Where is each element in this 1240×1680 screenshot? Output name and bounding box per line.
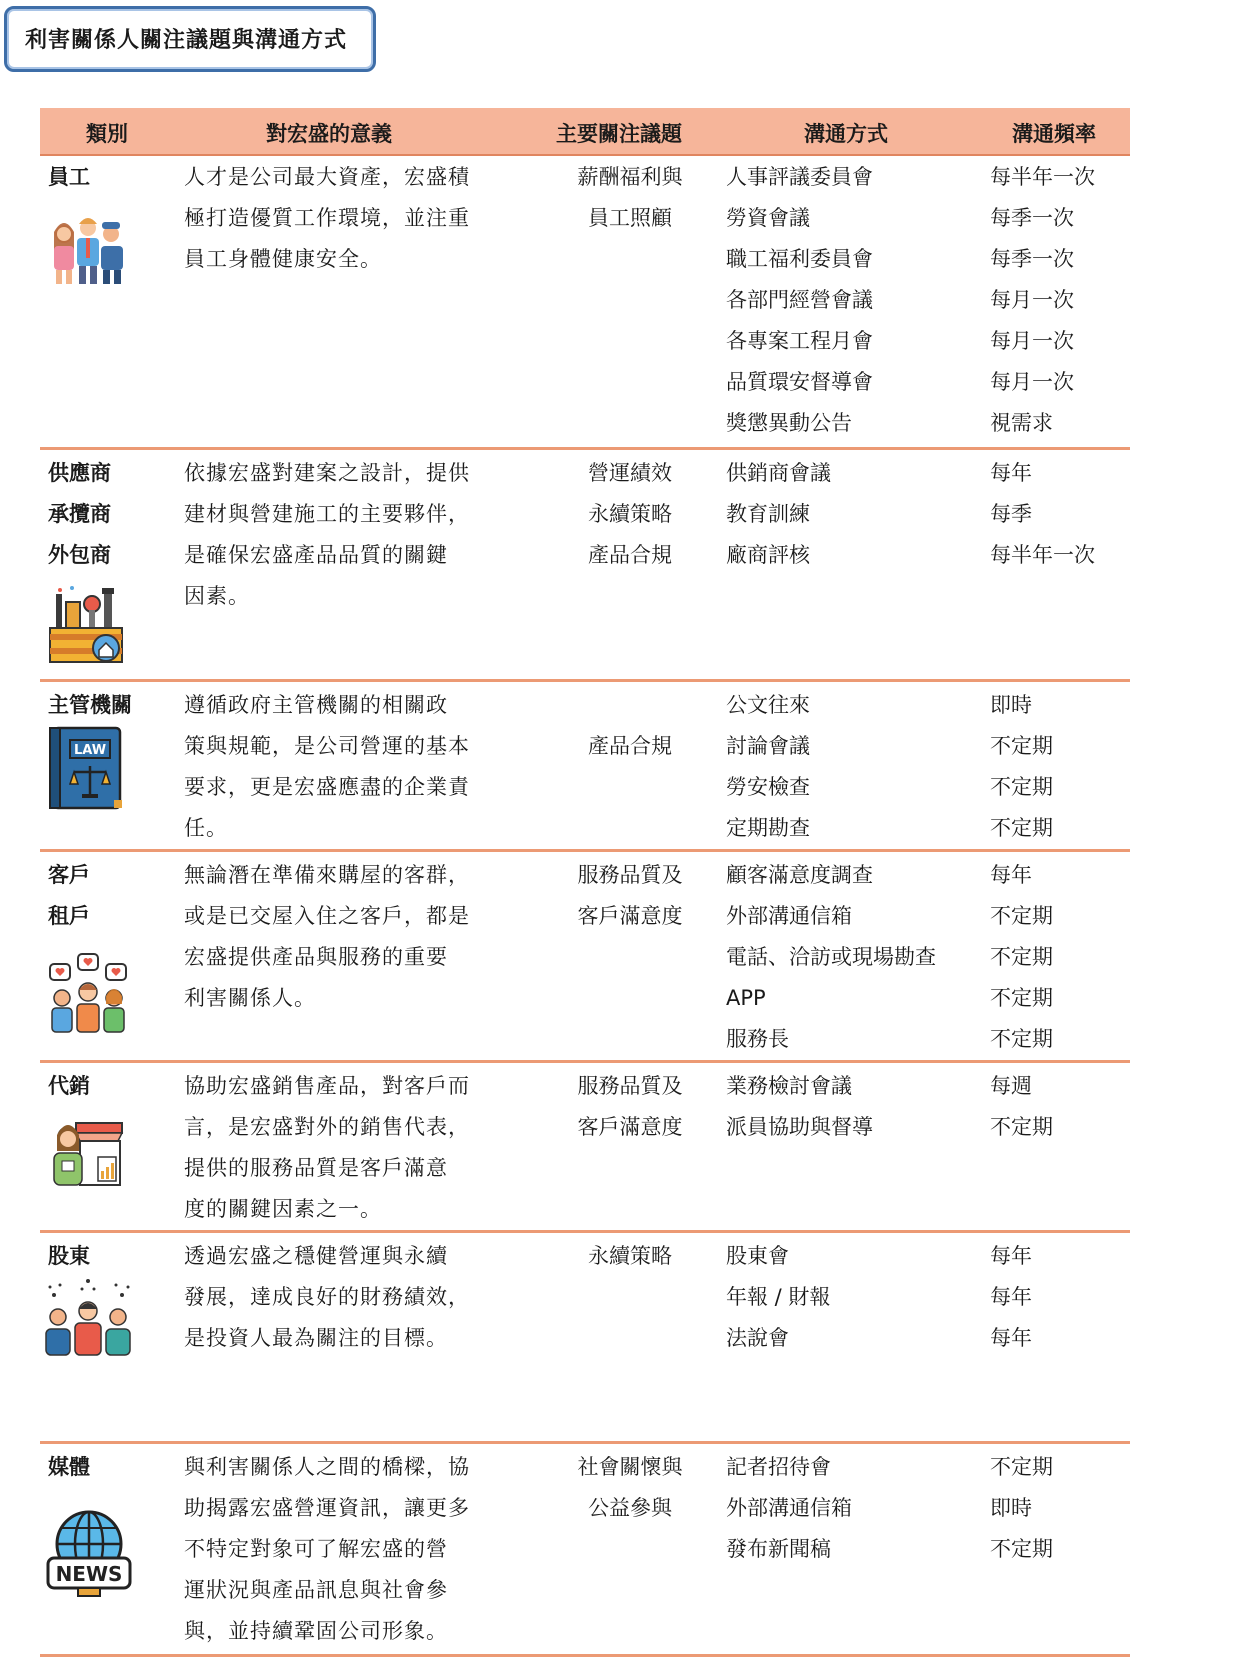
comm-frequency: 不定期 [990,945,1053,969]
comm-method: 教育訓練 [726,502,810,526]
table-row-authorities [40,682,1130,852]
meaning-line: 言，是宏盛對外的銷售代表， [184,1115,470,1139]
comm-method: 職工福利委員會 [726,247,873,271]
meaning-line: 員工身體健康安全。 [184,247,382,271]
header-comm: 溝通方式 [804,122,888,146]
meaning-line: 運狀況與產品訊息與社會參 [184,1578,448,1602]
news-icon-label: NEWS [55,1562,123,1586]
comm-frequency: 不定期 [990,904,1053,928]
table-row-suppliers [40,450,1130,682]
comm-frequency: 每季一次 [990,247,1074,271]
category-label: 主管機關 [48,693,132,717]
comm-frequency: 即時 [990,1496,1032,1520]
comm-frequency: 每月一次 [990,288,1074,312]
comm-method: 外部溝通信箱 [726,1496,852,1520]
issue-line: 客戶滿意度 [577,904,683,928]
comm-frequency: 每半年一次 [990,543,1095,567]
comm-method: 顧客滿意度調查 [726,863,873,887]
category-label: 供應商 [48,461,111,485]
comm-frequency: 不定期 [990,816,1053,840]
meaning-line: 遵循政府主管機關的相關政 [184,693,448,717]
meaning-line: 建材與營建施工的主要夥伴， [184,502,470,526]
comm-frequency: 每年 [990,1285,1032,1309]
comm-frequency: 不定期 [990,1027,1053,1051]
comm-frequency: 每季 [990,502,1032,526]
news-globe-icon [44,1508,134,1602]
category-label: 承攬商 [48,502,111,526]
comm-frequency: 每年 [990,1326,1032,1350]
meaning-line: 或是已交屋入住之客戶，都是 [184,904,470,928]
category-label: 外包商 [48,543,111,567]
comm-frequency: 每季一次 [990,206,1074,230]
comm-frequency: 不定期 [990,734,1053,758]
comm-frequency: 每月一次 [990,370,1074,394]
issue-line: 客戶滿意度 [577,1115,683,1139]
shareholders-icon [44,1277,132,1361]
comm-frequency: 不定期 [990,1115,1053,1139]
issue-line: 產品合規 [588,543,672,567]
comm-method: 各專案工程月會 [726,329,873,353]
comm-method: 各部門經營會議 [726,288,873,312]
comm-method: 勞資會議 [726,206,810,230]
comm-frequency: 不定期 [990,775,1053,799]
comm-method: 獎懲異動公告 [726,411,852,435]
comm-method: 記者招待會 [726,1455,831,1479]
meaning-line: 因素。 [184,584,250,608]
meaning-line: 要求，更是宏盛應盡的企業責 [184,775,470,799]
meaning-line: 不特定對象可了解宏盛的營 [184,1537,448,1561]
comm-frequency: 每年 [990,863,1032,887]
header-meaning: 對宏盛的意義 [266,122,392,146]
issue-line: 公益參與 [588,1496,672,1520]
comm-frequency: 即時 [990,693,1032,717]
comm-method: 服務長 [726,1027,789,1051]
meaning-line: 透過宏盛之穩健營運與永續 [184,1244,448,1268]
header-category: 類別 [86,122,128,146]
comm-frequency: 不定期 [990,1455,1053,1479]
meaning-line: 協助宏盛銷售產品，對客戶而 [184,1074,470,1098]
toolbox-icon [48,584,124,668]
comm-method: 公文往來 [726,693,810,717]
comm-method: 法說會 [726,1326,789,1350]
stakeholder-table [40,108,1130,1657]
customers-heart-icon [48,952,128,1038]
comm-method: 討論會議 [726,734,810,758]
comm-frequency: 每年 [990,461,1032,485]
comm-method: 外部溝通信箱 [726,904,852,928]
meaning-line: 依據宏盛對建案之設計，提供 [184,461,470,485]
meaning-line: 利害關係人。 [184,986,316,1010]
comm-method: 發布新聞稿 [726,1537,831,1561]
table-header [40,108,1130,156]
category-label: 員工 [48,165,90,189]
category-label: 股東 [48,1244,90,1268]
comm-frequency: 每週 [990,1074,1032,1098]
meaning-line: 宏盛提供產品與服務的重要 [184,945,448,969]
meaning-line: 度的關鍵因素之一。 [184,1197,382,1221]
issue-line: 社會關懷與 [577,1455,683,1479]
table-row-shareholders [40,1233,1130,1444]
table-row-media [40,1444,1130,1657]
meaning-line: 與，並持續鞏固公司形象。 [184,1619,448,1643]
issue-line: 服務品質及 [577,863,683,887]
issue-line: 員工照顧 [588,206,672,230]
comm-frequency: 不定期 [990,986,1053,1010]
meaning-line: 與利害關係人之間的橋樑，協 [184,1455,470,1479]
employees-icon [48,206,128,290]
comm-method: 人事評議委員會 [726,165,873,189]
comm-method: 定期勘查 [726,816,810,840]
table-row-customers [40,852,1130,1063]
comm-method: 電話、洽訪或現場勘查 [726,945,936,969]
comm-method: 品質環安督導會 [726,370,873,394]
issue-line: 永續策略 [588,1244,672,1268]
meaning-line: 是確保宏盛產品品質的關鍵 [184,543,448,567]
meaning-line: 助揭露宏盛營運資訊，讓更多 [184,1496,470,1520]
comm-frequency: 每月一次 [990,329,1074,353]
header-freq: 溝通頻率 [1012,122,1096,146]
comm-method: 年報 / 財報 [726,1285,831,1309]
meaning-line: 是投資人最為關注的目標。 [184,1326,448,1350]
comm-frequency: 每年 [990,1244,1032,1268]
category-label: 媒體 [48,1455,90,1479]
issue-line: 營運績效 [588,461,672,485]
comm-method: 派員協助與督導 [726,1115,873,1139]
meaning-line: 發展，達成良好的財務績效， [184,1285,470,1309]
page-title: 利害關係人關注議題與溝通方式 [25,28,348,53]
issue-line: 薪酬福利與 [577,165,683,189]
meaning-line: 策與規範，是公司營運的基本 [184,734,470,758]
issue-line: 產品合規 [588,734,672,758]
issue-line: 服務品質及 [577,1074,683,1098]
header-issues: 主要關注議題 [556,122,682,146]
comm-frequency: 視需求 [990,411,1053,435]
law-book-icon [48,726,124,816]
meaning-line: 無論潛在準備來購屋的客群， [184,863,470,887]
meaning-line: 提供的服務品質是客戶滿意 [184,1156,448,1180]
meaning-line: 極打造優質工作環境，並注重 [184,206,470,230]
comm-frequency: 不定期 [990,1537,1053,1561]
table-row-sales-agents [40,1063,1130,1233]
comm-method: 供銷商會議 [726,461,831,485]
comm-method: 股東會 [726,1244,789,1268]
category-label: 租戶 [48,904,90,928]
category-label: 客戶 [48,863,90,887]
issue-line: 永續策略 [588,502,672,526]
comm-method: APP [726,986,766,1010]
sales-agent-icon [48,1115,124,1191]
comm-method: 業務檢討會議 [726,1074,852,1098]
comm-frequency: 每半年一次 [990,165,1095,189]
category-label: 代銷 [48,1074,90,1098]
meaning-line: 任。 [184,816,228,840]
law-icon-label: LAW [73,743,107,758]
comm-method: 廠商評核 [726,543,810,567]
table-row-employees [40,156,1130,450]
page-title-box [4,6,376,72]
comm-method: 勞安檢查 [726,775,810,799]
meaning-line: 人才是公司最大資產，宏盛積 [184,165,470,189]
